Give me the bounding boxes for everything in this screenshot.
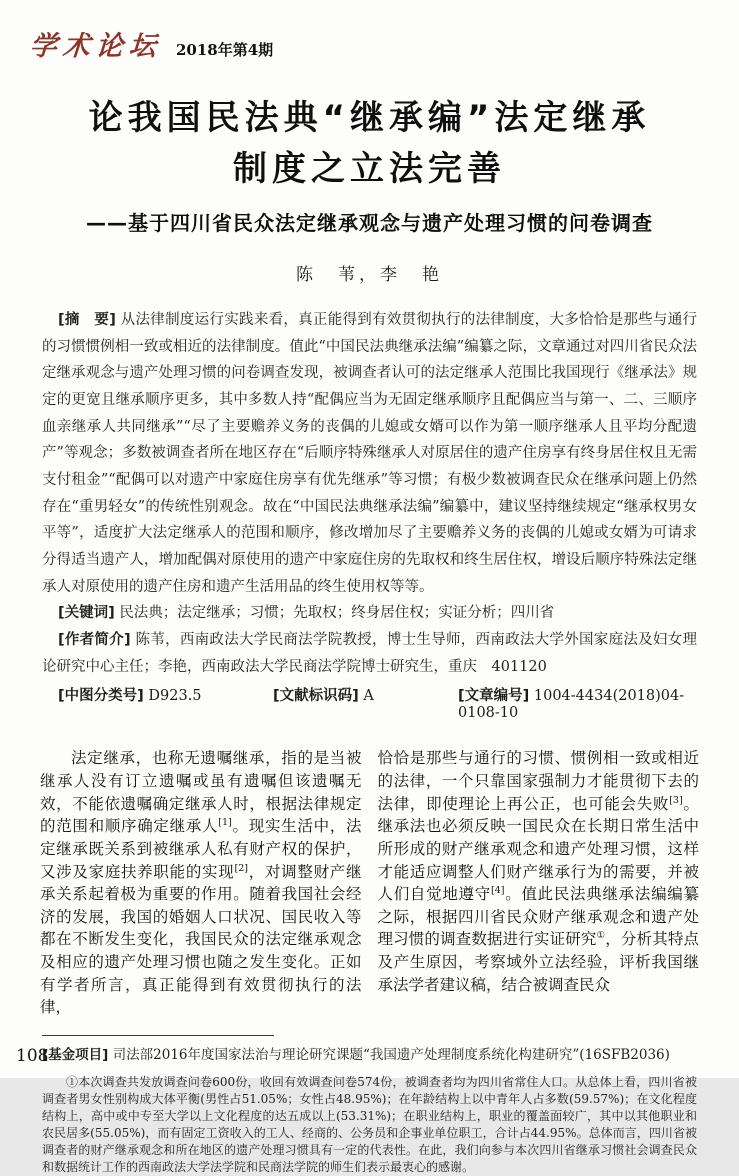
fund-project-label: [基金项目] bbox=[42, 1046, 109, 1063]
body-paragraph-left bbox=[40, 747, 362, 1019]
article-id-label: [文章编号] bbox=[458, 688, 530, 705]
clc-value: D923.5 bbox=[148, 688, 202, 705]
article-authors: 陈 苇，李 艳 bbox=[296, 265, 443, 285]
abstract-label: [摘 要] bbox=[57, 312, 116, 328]
doc-code-item bbox=[273, 684, 458, 721]
article-subtitle: ——基于四川省民众法定继承观念与遗产处理习惯的问卷调查 bbox=[86, 211, 653, 235]
survey-footnote bbox=[42, 1074, 697, 1176]
abstract-paragraph bbox=[42, 307, 697, 600]
body-text: ，对调整财产继承关系起着极为重要的作用。随着我国社会经济的发展，我国的婚姻人口状况、国民收入等都在不断发生变化，我国民众的法定继承观念及相应的遗产处理习惯也随之发生变化。正如有学者所言，真正能得到有效贯彻执行的法律， bbox=[40, 862, 362, 1017]
article-title-line2: 制度之立法完善 bbox=[233, 149, 506, 189]
citation-ref-2: [2] bbox=[234, 862, 249, 874]
doc-code-label: [文献标识码] bbox=[273, 688, 359, 705]
body-column-left bbox=[40, 747, 362, 1019]
fund-project-text: 司法部2016年度国家法治与理论研究课题“我国遗产处理制度系统化构建研究”(16SFB2036) bbox=[112, 1046, 670, 1063]
body-text: ，分析其特点及产生原因，考察域外立法经验，评析我国继承法学者建议稿，结合被调查民众 bbox=[377, 930, 699, 994]
doc-code-value: A bbox=[363, 688, 374, 705]
keywords-line bbox=[42, 600, 697, 627]
body-column-right bbox=[378, 747, 700, 1019]
article-id-item bbox=[458, 684, 697, 721]
footnote-text: 本次调查共发放调查问卷600份，收回有效调查问卷574份，被调查者均为四川省常住人口。从总体上看，四川省被调查者男女性别构成大体平衡(男性占51.05%；女性占48.95%)；在年龄结构上以中青年人占多数(59.57%)；在文化程度结构上，高中或中专至大学以上文化程度的达五成以上(53.31%)；在职业结构上，职业的覆盖面较广，其中以其他职业和农民居多(55.05%)，而有固定工资收入的工人、经商的、公务员和企事业单位职工，合计占44.95%。总体而言，四川省被调查者的财产继承观念和所在地区的遗产处理习惯具有一定的代表性。在此，我们向参与本次四川省继承习惯社会调查民众和数据统计工作的西南政法大学法学院和民商法学院的师生们表示最衷心的感谢。 bbox=[42, 1075, 697, 1175]
article-title-line1: 论我国民法典“继承编”法定继承 bbox=[88, 98, 651, 138]
citation-ref-4: [4] bbox=[490, 885, 505, 896]
footnote-divider bbox=[42, 1035, 274, 1036]
classification-row bbox=[42, 684, 697, 721]
fund-project-line bbox=[42, 1045, 697, 1065]
journal-logo: 学术论坛 bbox=[28, 31, 163, 62]
body-paragraph-right bbox=[378, 747, 700, 996]
article-body bbox=[40, 747, 699, 1019]
front-matter bbox=[42, 307, 697, 680]
citation-ref-3: [3] bbox=[669, 794, 683, 806]
body-text: 。继承法也必须反映一国民众在长期日常生活中所形成的财产继承观念和遗产处理习惯，这样才能适应调整人们财产继承行为的需要，并被人们自觉地遵守 bbox=[377, 794, 699, 904]
abstract-text: 从法律制度运行实践来看，真正能得到有效贯彻执行的法律制度，大多恰恰是那些与通行的习惯惯例相一致或相近的法律制度。值此“中国民法典继承法编”编纂之际，文章通过对四川省民众法定继承观念与遗产处理习惯的问卷调查发现，被调查者认可的法定继承人范围比我国现行《继承法》规定的更宽且继承顺序更多，其中多数人持“配偶应当为无固定继承顺序且配偶应当与第一、二、三顺序血亲继承人共同继承”“尽了主要赡养义务的丧偶的儿媳或女婿可以作为第一顺序继承人且平均分配遗产”等观念；多数被调查者所在地区存在“后顺序特殊继承人对原居住的遗产住房享有终身居住权且无需支付租金”“配偶可以对遗产中家庭住房享有优先继承”等习惯；有极少数被调查民众在继承问题上仍然存在“重男轻女”的传统性别观念。故在“中国民法典继承法编”编纂中，建议坚持继续规定“继承权男女平等”，适度扩大法定继承人的范围和顺序，修改增加尽了主要赡养义务的丧偶的儿媳或女婿为可请求分得适当遗产人，增加配偶对原使用的遗产中家庭住房的先取权和终生居住权，增设后顺序特殊法定继承人对原使用的遗产住房和遗产生活用品的终生使用权等等。 bbox=[42, 312, 698, 595]
citation-ref-1: [1] bbox=[218, 817, 232, 829]
page-header bbox=[0, 0, 739, 63]
article-title bbox=[0, 93, 739, 195]
author-bio-text: 陈苇，西南政法大学民商法学院教授，博士生导师，西南政法大学外国家庭法及妇女理论研究中心主任；李艳，西南政法大学民商法学院博士研究生，重庆 401120 bbox=[42, 632, 697, 675]
keywords-text: 民法典；法定继承；习惯；先取权；终身居住权；实证分析；四川省 bbox=[119, 605, 555, 622]
body-text: 。现实生活中，法定继承既关系到被继承人私有财产权的保护，又涉及家庭扶养职能的实现 bbox=[40, 817, 362, 881]
author-bio-label: [作者简介] bbox=[57, 632, 131, 649]
body-text: 法定继承，也称无遗嘱继承，指的是当被继承人没有订立遗嘱或虽有遗嘱但该遗嘱无效，不能依遗嘱确定继承人时，根据法律规定的范围和顺序确定继承人 bbox=[40, 749, 362, 836]
page-number: 108 bbox=[16, 1046, 49, 1066]
keywords-label: [关键词] bbox=[57, 605, 115, 622]
body-text: 。值此民法典继承法编编纂之际，根据四川省民众财产继承观念和遗产处理习惯的调查数据进行实证研究 bbox=[377, 885, 699, 949]
author-bio-line bbox=[42, 627, 697, 680]
journal-issue: 2018年第4期 bbox=[176, 41, 274, 59]
body-text: 恰恰是那些与通行的习惯、惯例相一致或相近的法律，一个只靠国家强制力才能贯彻下去的法律，即使理论上再公正，也可能会失败 bbox=[377, 749, 699, 813]
clc-item bbox=[58, 684, 273, 721]
footnote-ref-1: ① bbox=[596, 930, 606, 942]
article-id-value: 1004-4434(2018)04-0108-10 bbox=[458, 688, 685, 722]
clc-label: [中图分类号] bbox=[58, 688, 144, 705]
page-footer bbox=[42, 1035, 697, 1176]
footnote-marker: ① bbox=[66, 1075, 79, 1090]
